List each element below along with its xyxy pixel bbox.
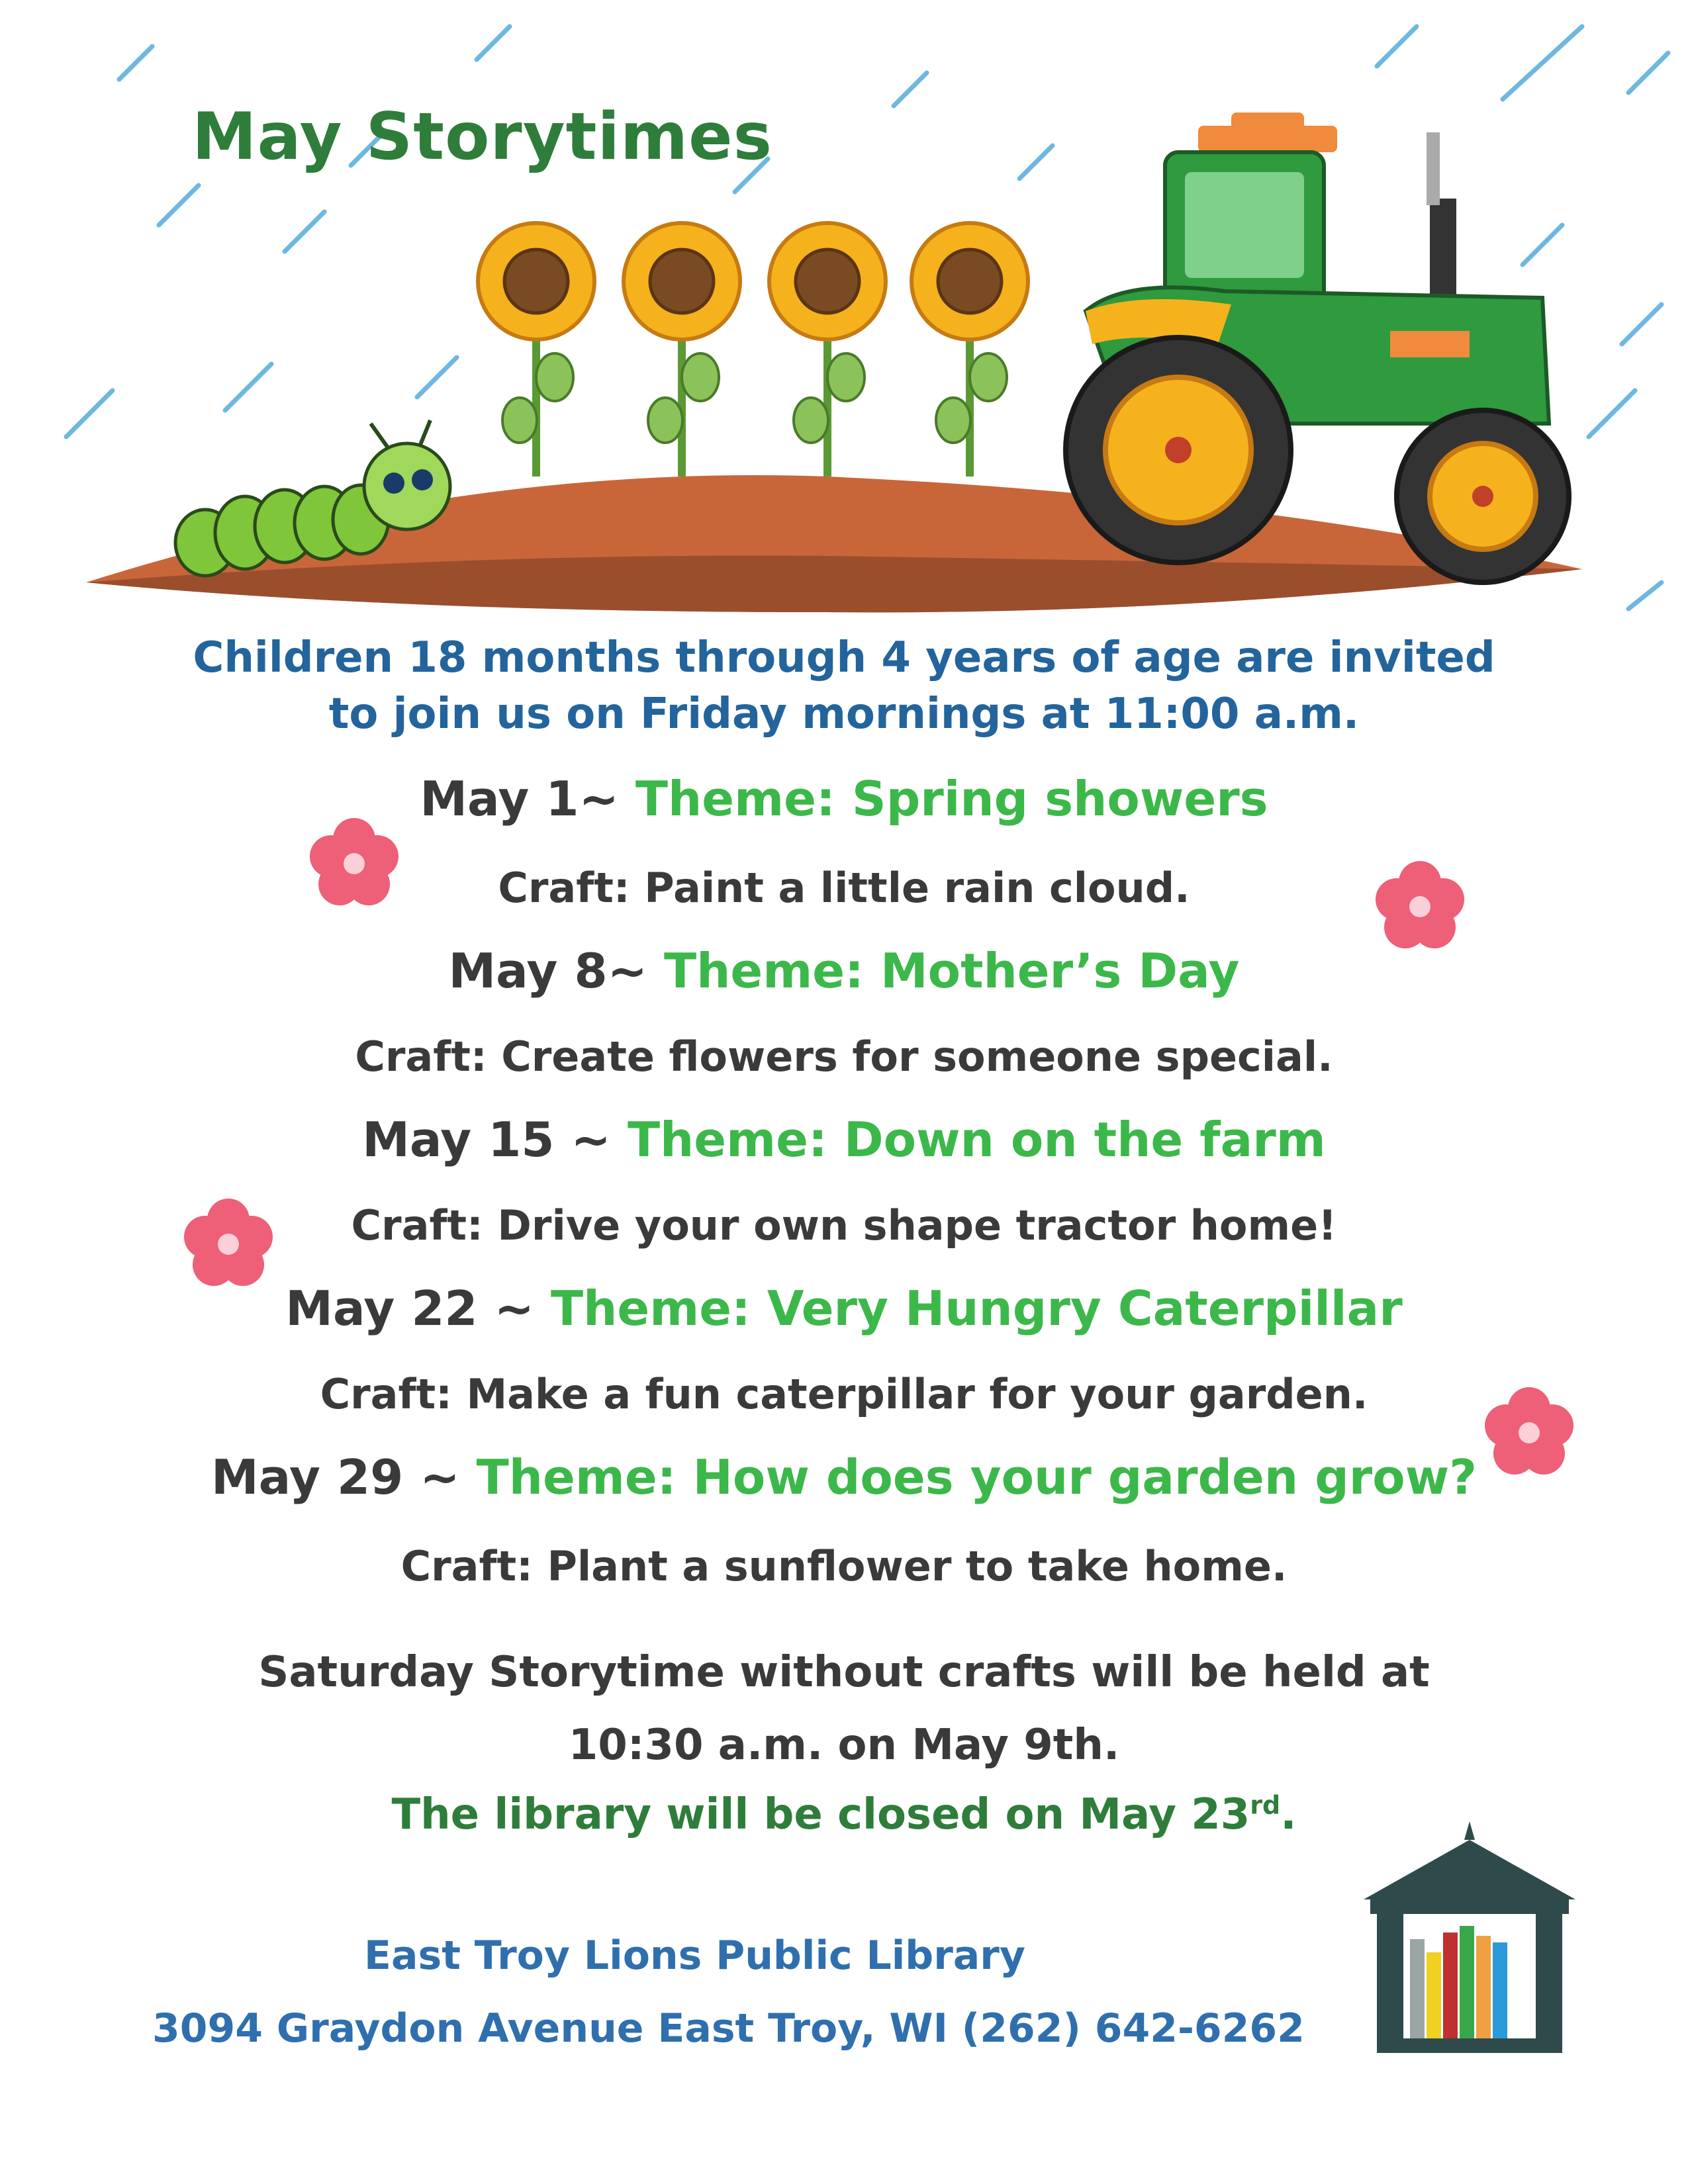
sunflower-icon — [478, 223, 594, 477]
schedule-theme: Theme: Mother’s Day — [664, 943, 1240, 999]
page-title: May Storytimes — [192, 99, 773, 175]
schedule-theme: Theme: Spring showers — [635, 771, 1268, 827]
schedule-theme: Theme: Down on the farm — [627, 1112, 1326, 1167]
schedule-theme-row — [0, 1112, 1688, 1167]
schedule-date: May 15 ~ — [362, 1112, 628, 1167]
schedule-date: May 29 ~ — [211, 1449, 477, 1505]
flower-icon — [179, 1195, 278, 1294]
schedule-craft: Craft: Create flowers for someone special. — [355, 1032, 1333, 1081]
schedule-craft: Craft: Paint a little rain cloud. — [498, 864, 1190, 912]
sunflower-icon — [912, 223, 1028, 477]
schedule-theme-row — [0, 771, 1688, 827]
library-address: 3094 Graydon Avenue East Troy, WI (262) 642-6262 — [152, 2005, 1305, 2052]
flower-icon — [1370, 857, 1470, 956]
schedule-theme-row — [0, 1449, 1688, 1505]
intro-line-1: Children 18 months through 4 years of age are invited — [193, 633, 1495, 682]
schedule-craft: Craft: Drive your own shape tractor home! — [351, 1201, 1337, 1250]
closed-notice-text: The library will be closed on May 23 — [391, 1790, 1250, 1839]
flower-icon — [305, 814, 404, 913]
saturday-line-2: 10:30 a.m. on May 9th. — [568, 1721, 1120, 1770]
flower-icon — [1479, 1383, 1579, 1482]
tractor-icon — [1066, 113, 1569, 582]
sunflower-icon — [769, 223, 886, 477]
sunflower-icon — [624, 223, 740, 477]
schedule-craft: Craft: Make a fun caterpillar for your garden. — [320, 1370, 1368, 1418]
closed-notice-suffix: rd — [1250, 1790, 1281, 1820]
schedule-date: May 22 ~ — [285, 1281, 551, 1336]
header-illustration — [0, 0, 1688, 635]
library-logo-icon — [1344, 1813, 1595, 2065]
library-name: East Troy Lions Public Library — [364, 1933, 1025, 1979]
schedule-date: May 8~ — [448, 943, 665, 999]
schedule-date: May 1~ — [420, 771, 635, 827]
closed-notice-end: . — [1280, 1790, 1297, 1839]
saturday-line-1: Saturday Storytime without crafts will be held at — [258, 1648, 1430, 1697]
schedule-theme: Theme: How does your garden grow? — [476, 1449, 1477, 1505]
intro-line-2: to join us on Friday mornings at 11:00 a.m. — [328, 690, 1360, 739]
schedule-craft: Craft: Plant a sunflower to take home. — [400, 1542, 1288, 1590]
schedule-theme: Theme: Very Hungry Caterpillar — [550, 1281, 1403, 1336]
